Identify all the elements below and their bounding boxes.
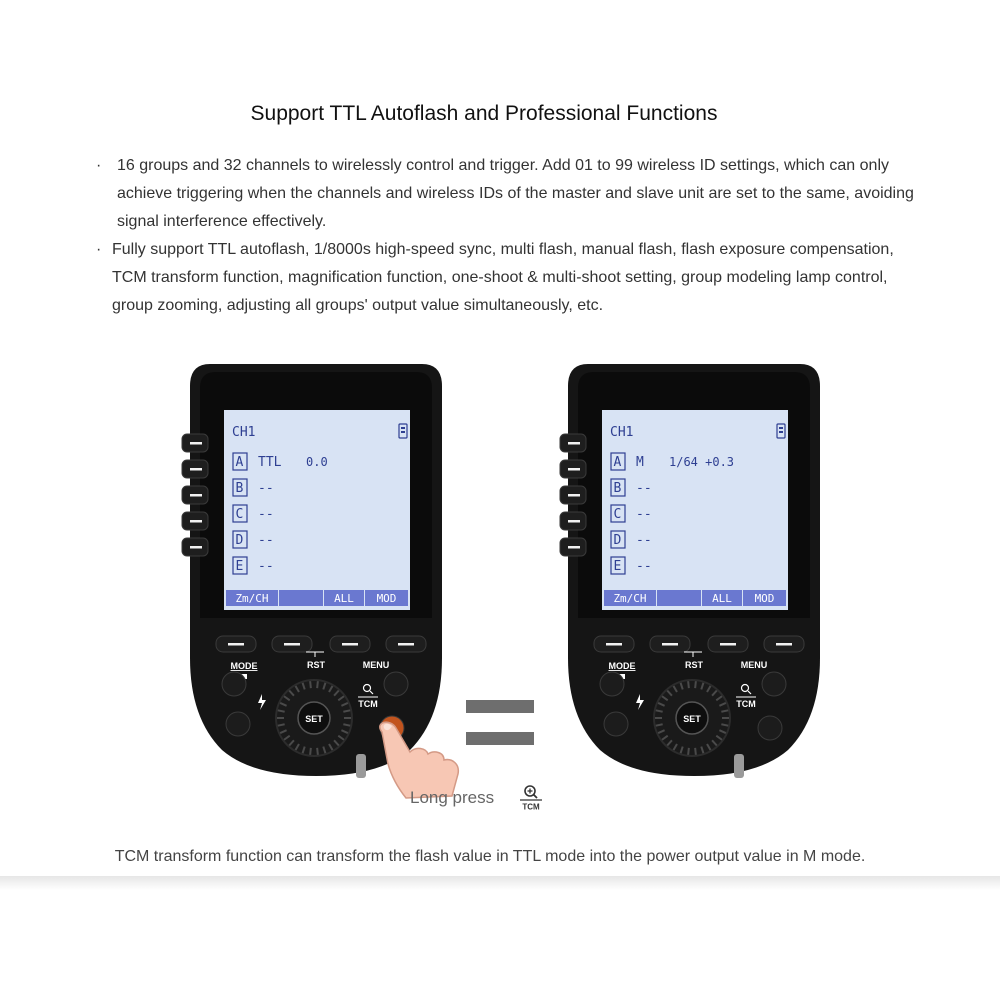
softkey-label: Zm/CH <box>613 592 647 605</box>
softkey-label: MOD <box>376 592 397 605</box>
side-key-mark <box>190 442 202 445</box>
battery-bar <box>779 427 783 429</box>
dial-ridge <box>688 681 689 688</box>
menu-label: MENU <box>362 660 390 670</box>
group-letter: D <box>613 533 622 548</box>
channel-label: CH1 <box>232 425 256 440</box>
function-key-mark <box>228 643 244 646</box>
group-mode: M <box>636 455 644 470</box>
softkey-label: Zm/CH <box>235 592 269 605</box>
feature-text: Fully support TTL autoflash, 1/8000s high-speed sync, multi flash, manual flash, flash exposure compensation, TCM transform function, magnification function, one-shoot & multi-shoot setting, group modeling lamp control, group zooming, adjusting all groups' output value simultaneously, etc. <box>112 241 894 314</box>
softkey-label: ALL <box>334 592 354 605</box>
group-letter: A <box>613 455 622 470</box>
function-key-mark <box>342 643 358 646</box>
function-key-mark <box>398 643 414 646</box>
function-key-mark <box>284 643 300 646</box>
dial-ridge <box>343 724 350 725</box>
group-letter: E <box>613 559 622 574</box>
feature-list <box>96 152 916 320</box>
flash-trigger-m-mode <box>558 358 830 778</box>
equals-bar-bottom <box>466 732 534 745</box>
dial-ridge <box>695 681 696 688</box>
tcm-icon-label: TCM <box>522 802 540 812</box>
bullet-dot: · <box>96 241 102 258</box>
side-key-mark <box>190 520 202 523</box>
softkey-label-bg <box>279 590 323 606</box>
side-key-mark <box>190 546 202 549</box>
rst-label: RST <box>307 660 325 670</box>
feature-item <box>96 152 916 236</box>
mode-label: MODE <box>230 661 258 671</box>
dial-ridge <box>310 748 311 755</box>
group-mode: -- <box>258 559 274 574</box>
feature-item <box>96 236 916 320</box>
dial-ridge <box>721 710 728 711</box>
channel-label: CH1 <box>610 425 634 440</box>
set-label: SET <box>683 714 701 724</box>
dial-ridge <box>278 710 285 711</box>
group-letter: C <box>613 507 622 522</box>
function-key-mark <box>776 643 792 646</box>
group-letter: C <box>235 507 244 522</box>
dial-ridge <box>317 681 318 688</box>
side-key-mark <box>568 546 580 549</box>
equals-bar-top <box>466 700 534 713</box>
mode-button[interactable] <box>222 672 246 696</box>
group-mode: -- <box>636 559 652 574</box>
page-title: Support TTL Autoflash and Professional Functions <box>250 102 718 125</box>
tcm-label: TCM <box>358 699 378 709</box>
dial-ridge <box>278 724 285 725</box>
group-value: 0.0 <box>306 455 328 469</box>
group-mode: TTL <box>258 455 282 470</box>
menu-label: MENU <box>740 660 768 670</box>
feature-text: 16 groups and 32 channels to wirelessly control and trigger. Add 01 to 99 wireless ID settings, which can only achieve triggering when the channels and wireless IDs of the master and slave unit are set to the same, avoiding signal interference effectively. <box>117 157 914 230</box>
dial-ridge <box>721 724 728 725</box>
long-press-label: Long press <box>410 788 495 807</box>
group-mode: -- <box>636 533 652 548</box>
mode-button[interactable] <box>600 672 624 696</box>
dial-ridge <box>656 724 663 725</box>
tcm-label: TCM <box>736 699 756 709</box>
hot-shoe-lock <box>734 754 744 778</box>
side-key-mark <box>190 468 202 471</box>
group-value: 1/64 +0.3 <box>669 455 735 469</box>
side-key-mark <box>568 442 580 445</box>
rst-label: RST <box>685 660 703 670</box>
group-letter: D <box>235 533 244 548</box>
dial-ridge <box>310 681 311 688</box>
bottom-shadow <box>0 876 1000 890</box>
zoom-tcm-icon <box>518 784 544 812</box>
battery-bar <box>401 431 405 433</box>
battery-bar <box>401 427 405 429</box>
set-label: SET <box>305 714 323 724</box>
menu-button[interactable] <box>762 672 786 696</box>
group-mode: -- <box>636 481 652 496</box>
softkey-label: MOD <box>754 592 775 605</box>
battery-bar <box>779 431 783 433</box>
function-key-mark <box>662 643 678 646</box>
dial-ridge <box>656 710 663 711</box>
group-mode: -- <box>258 507 274 522</box>
test-flash-button[interactable] <box>604 712 628 736</box>
group-letter: B <box>613 481 622 496</box>
mode-label: MODE <box>608 661 636 671</box>
group-mode: -- <box>258 533 274 548</box>
dial-ridge <box>343 710 350 711</box>
lcd-screen <box>602 410 788 610</box>
softkey-label: ALL <box>712 592 732 605</box>
side-key-mark <box>190 494 202 497</box>
side-key-mark <box>568 468 580 471</box>
group-mode: -- <box>258 481 274 496</box>
dial-ridge <box>688 748 689 755</box>
group-letter: E <box>235 559 244 574</box>
bullet-dot: · <box>96 157 102 174</box>
side-key-mark <box>568 494 580 497</box>
dial-ridge <box>317 748 318 755</box>
flash-trigger-ttl-mode <box>180 358 452 778</box>
tcm-button[interactable] <box>758 716 782 740</box>
equals-sign <box>466 700 534 748</box>
group-mode: -- <box>636 507 652 522</box>
menu-button[interactable] <box>384 672 408 696</box>
lcd-screen <box>224 410 410 610</box>
dial-ridge <box>695 748 696 755</box>
group-letter: A <box>235 455 244 470</box>
function-key-mark <box>606 643 622 646</box>
test-flash-button[interactable] <box>226 712 250 736</box>
function-key-mark <box>720 643 736 646</box>
group-letter: B <box>235 481 244 496</box>
softkey-label-bg <box>657 590 701 606</box>
caption: TCM transform function can transform the flash value in TTL mode into the power output value in M mode. <box>114 848 866 865</box>
side-key-mark <box>568 520 580 523</box>
